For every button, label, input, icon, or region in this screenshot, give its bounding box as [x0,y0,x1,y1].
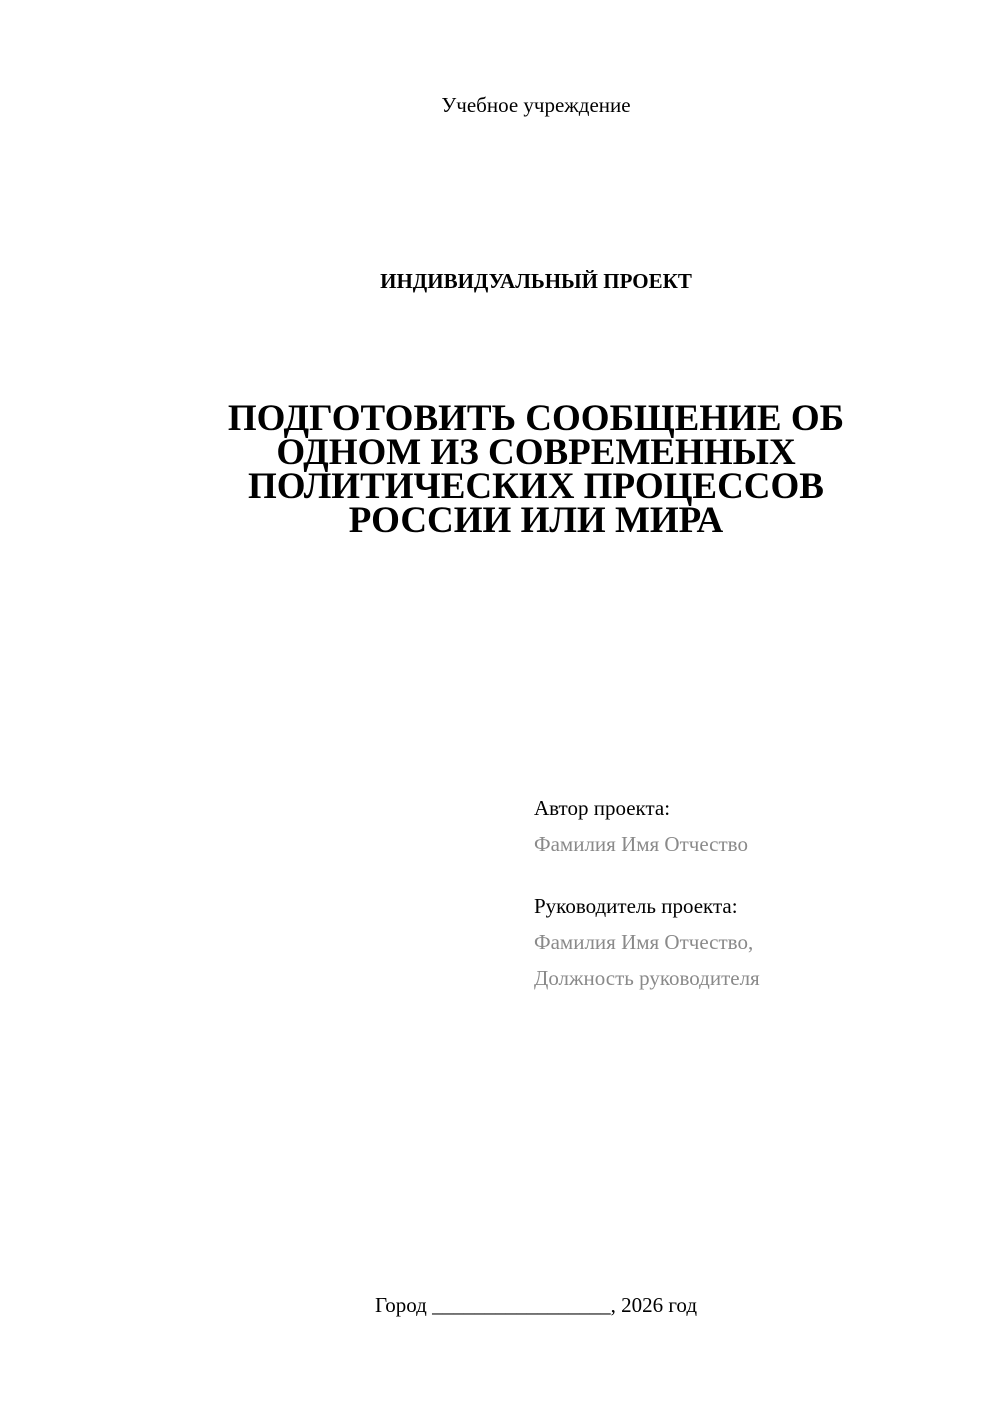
supervisor-name: Фамилия Имя Отчество, [534,930,754,954]
project-title [200,398,872,541]
author-label: Автор проекта: [534,796,671,820]
author-name: Фамилия Имя Отчество [534,832,748,856]
supervisor-position: Должность руководителя [534,966,760,990]
institution-name: Учебное учреждение [441,93,631,117]
supervisor-label: Руководитель проекта: [534,894,738,918]
credits-block [534,790,974,996]
city-year-line: Город _________________, 2026 год [374,1293,698,1317]
project-title-line: РОССИИ ИЛИ МИРА [348,500,724,541]
project-title-line: ОДНОМ ИЗ СОВРЕМЕННЫХ [276,432,796,473]
project-title-line: ПОЛИТИЧЕСКИХ ПРОЦЕССОВ [248,466,824,507]
document-type: ИНДИВИДУАЛЬНЫЙ ПРОЕКТ [380,269,692,293]
project-title-line: ПОДГОТОВИТЬ СООБЩЕНИЕ ОБ [227,398,845,439]
spacer [534,862,974,888]
